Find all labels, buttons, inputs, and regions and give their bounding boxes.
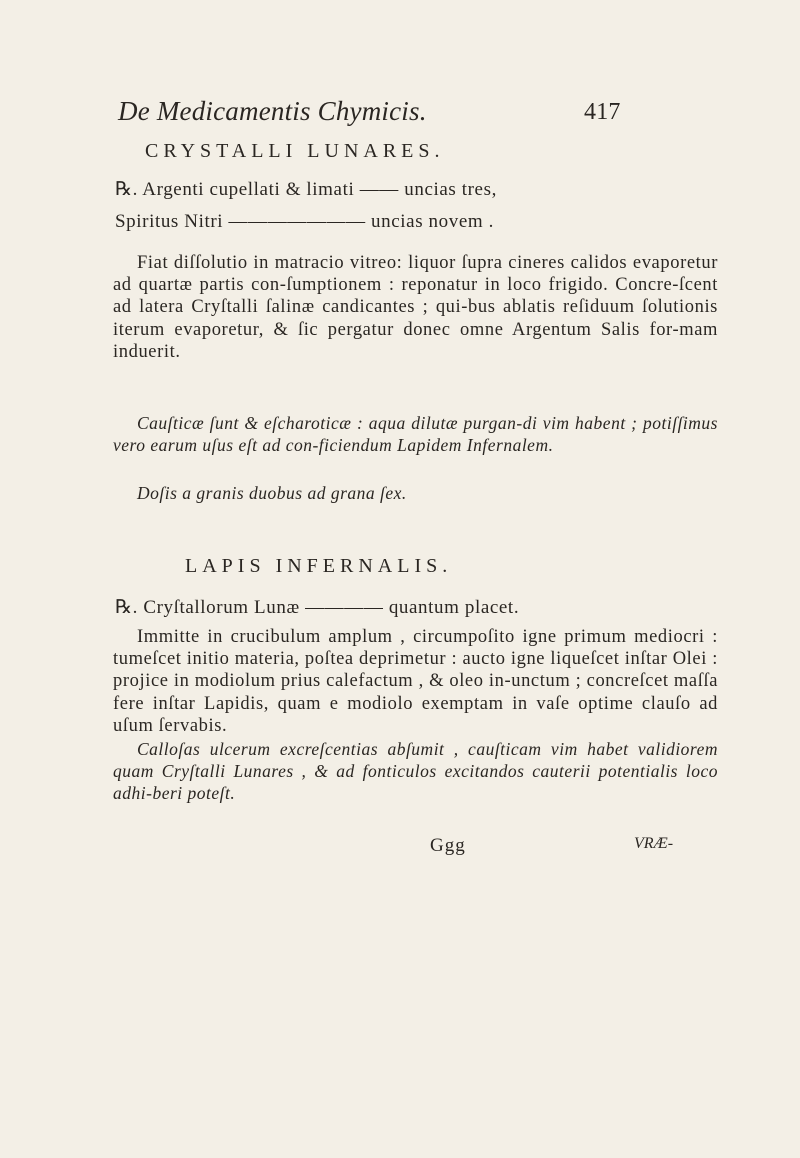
- section-2-body: [113, 626, 718, 737]
- section-1-note-usage-text: Cauſticæ ſunt & eſcharoticæ : aqua dilutæ purgan-di vim habent ; potiſſimus vero earum uſus eſt ad con-ficiendum Lapidem Infernalem.: [113, 413, 718, 456]
- catchword: VRÆ-: [634, 835, 674, 852]
- section-1-note-dose: [113, 482, 718, 504]
- recipe-line-crystallorum-lunae: ℞. Cryſtallorum Lunæ ———— quantum placet.: [115, 597, 520, 618]
- section-1-note-usage: [113, 412, 718, 456]
- section-1-note-dose-text: Doſis a granis duobus ad grana ſex.: [137, 483, 407, 503]
- section-1-body-paragraph: Fiat diſſolutio in matracio vitreo: liquor ſupra cineres calidos evaporetur ad quartæ partis con-ſumptionem : reponatur in loco frigido. Concre-ſcent ad latera Cryſtalli ſalinæ candicantes ; qui-bus ablatis reſiduum ſolutionis iterum evaporetur, & ſic pergatur donec omne Argentum Salis for-mam induerit.: [113, 253, 718, 362]
- running-head-title: De Medicamentis Chymicis.: [118, 96, 427, 126]
- section-1-body: [113, 252, 718, 363]
- recipe-line-spiritus-nitri: Spiritus Nitri ——————— uncias novem .: [115, 211, 494, 232]
- page-number: 417: [584, 99, 621, 125]
- recipe-line-argenti: ℞. Argenti cupellati & limati —— uncias tres,: [115, 179, 497, 200]
- running-head: [118, 96, 698, 127]
- section-2-body-paragraph: Immitte in crucibulum amplum , circumpoſito igne primum mediocri : tumeſcet initio materia, poſtea deprimetur : aucto igne liqueſcet inſtar Olei : projice in modiolum prius calefactum , & oleo in-unctum ; concreſcet maſſa fere inſtar Lapidis, quam e modiolo exemptam in vaſe optime clauſo ad uſum ſervabis.: [113, 627, 718, 736]
- section-2-note-text: Calloſas ulcerum excreſcentias abſumit , cauſticam vim habet validiorem quam Cryſtalli Lunares , & ad fonticulos excitandos cauterii potentialis loco adhi-beri poteſt.: [113, 739, 718, 804]
- section-title-crystalli-lunares: CRYSTALLI LUNARES.: [145, 140, 445, 162]
- section-2-note: [113, 738, 718, 805]
- section-title-lapis-infernalis: LAPIS INFERNALIS.: [185, 555, 453, 577]
- signature-mark: Ggg: [430, 835, 466, 856]
